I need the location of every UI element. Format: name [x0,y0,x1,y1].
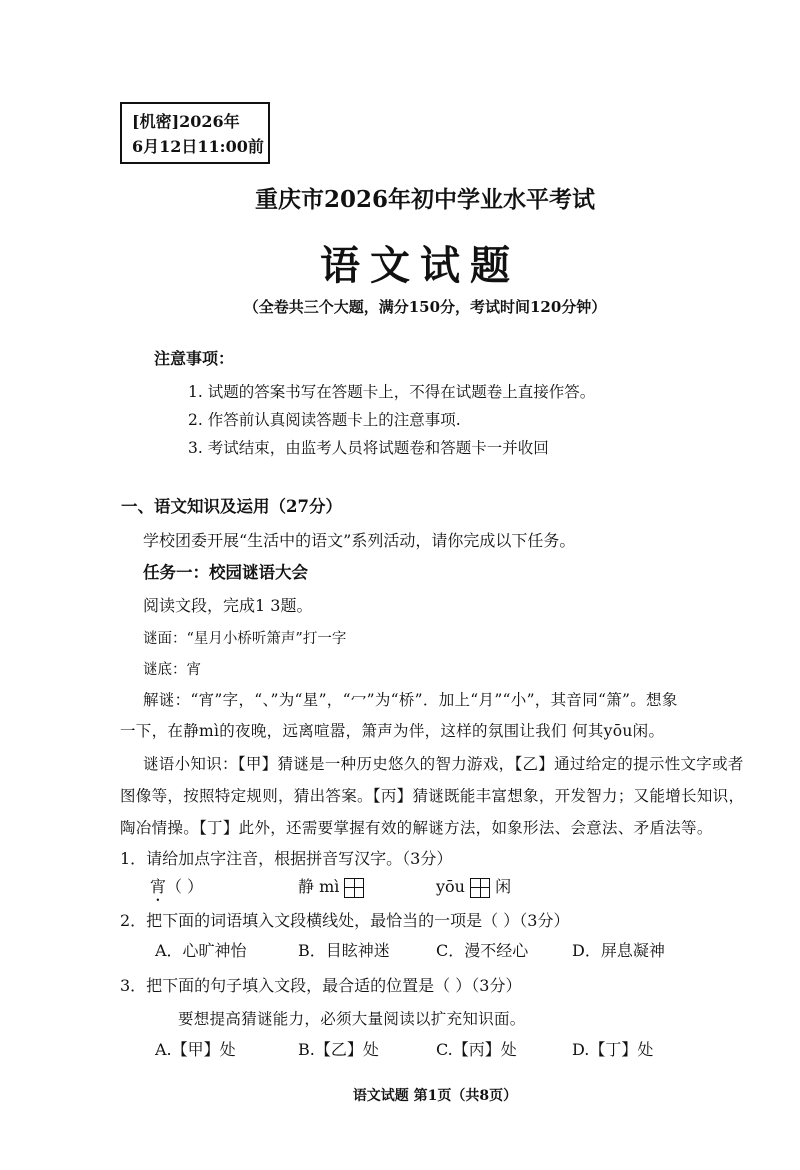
q3-option-a[interactable]: A.【甲】处 [155,1040,236,1059]
q1-mi-write-box[interactable] [344,878,364,898]
section-heading: 一、语文知识及运用（27分） [121,497,342,516]
subject-title: 语文试题 [320,242,520,289]
q1-pinyin-blank[interactable]: （ ） [166,877,204,896]
question-2-stem: 2．把下面的词语填入文段横线处，最恰当的一项是（ ）（3分） [120,911,570,930]
reading-instruction: 阅读文段，完成1 3题。 [143,596,313,615]
notice-item-3: 3. 考试结束，由监考人员将试题卷和答题卡一并收回 [188,439,549,457]
confidential-line-2: 6月12日11:00前 [132,137,264,156]
task-heading: 任务一：校园谜语大会 [143,563,308,582]
activity-intro: 学校团委开展“生活中的语文”系列活动，请你完成以下任务。 [143,531,576,550]
q2-option-b[interactable]: B．目眩神迷 [298,941,390,960]
riddle-face: 谜面：“星月小桥听箫声”打一字 [143,631,347,647]
q1-you-write-box[interactable] [470,878,490,898]
confidential-box [120,102,270,164]
riddle-answer: 谜底：宵 [143,662,201,678]
knowledge-line-2: 图像等，按照特定规则，猜出答案。【丙】猜谜既能丰富想象，开发智力；又能增长知识， [120,787,745,805]
knowledge-line-1: 谜语小知识：【甲】猜谜是一种历史悠久的智力游戏，【乙】通过给定的提示性文字或者 [143,755,744,773]
confidential-line-1: [机密]2026年 [132,112,240,131]
exam-info: （全卷共三个大题，满分150分，考试时间120分钟） [243,298,607,316]
page-footer: 语文试题 第1页（共8页） [352,1088,518,1104]
q1-you-label: yōu [436,877,465,896]
q3-sentence: 要想提高猜谜能力，必须大量阅读以扩充知识面。 [178,1010,526,1028]
q2-option-a[interactable]: A．心旷神怡 [155,941,247,960]
q1-item-mi [298,874,364,898]
question-1-stem: 1．请给加点字注音，根据拼音写汉字。（3分） [120,849,453,868]
q1-dotted-char: 宵 [150,877,167,896]
q1-mi-label: 静 mì [298,877,340,896]
knowledge-line-3: 陶冶情操。【丁】此外，还需要掌握有效的解谜方法，如象形法、会意法、矛盾法等。 [120,819,713,837]
q1-item-you [436,874,511,898]
notice-item-1: 1. 试题的答案书写在答题卡上，不得在试题卷上直接作答。 [188,383,596,401]
q1-you-suffix: 闲 [495,877,512,896]
q3-option-b[interactable]: B.【乙】处 [298,1040,379,1059]
explanation-line-2: 一下，在静mì的夜晚，远离喧嚣，箫声为伴，这样的氛围让我们 何其yōu闲。 [120,722,665,740]
explanation-line-1: 解谜：“宵”字，“、”为“星”，“冖”为“桥”．加上“月”“小”，其音同“箫”。想象 [143,691,678,709]
notice-item-2: 2. 作答前认真阅读答题卡上的注意事项. [188,411,461,429]
q3-option-c[interactable]: C.【丙】处 [436,1040,517,1059]
q3-option-d[interactable]: D.【丁】处 [572,1040,654,1059]
q1-item-xiao [150,874,203,905]
exam-title: 重庆市2026年初中学业水平考试 [254,186,595,213]
q2-option-c[interactable]: C．漫不经心 [436,941,529,960]
q2-option-d[interactable]: D．屏息凝神 [572,941,665,960]
notice-heading: 注意事项： [154,349,235,368]
question-3-stem: 3．把下面的句子填入文段，最合适的位置是（ ）（3分） [120,976,522,995]
